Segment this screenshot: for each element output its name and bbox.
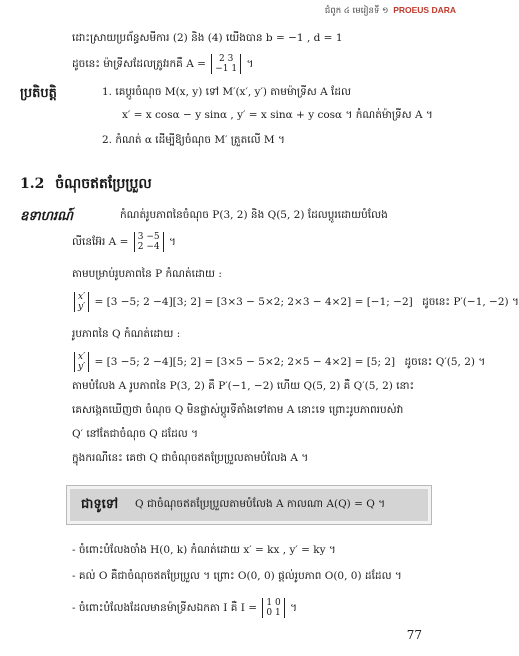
- exercise-formula: x′ = x cosα − y sinα , y′ = x sinα + y cosα ។ កំណត់ម៉ាទ្រីស A ។: [122, 109, 433, 121]
- section-number: 1.2: [20, 176, 45, 192]
- matrix-A: [211, 54, 241, 74]
- bullet-identity-text: - ចំពោះបំលែងដែលមានម៉ាទ្រីសឯកតា I គឺ I =: [72, 602, 258, 614]
- matrix-row: 2 −4: [137, 242, 160, 252]
- p-equation-line: [72, 292, 519, 312]
- matrix-row: −1 1: [215, 64, 238, 74]
- q-equation-line: [72, 352, 485, 372]
- conclusion-line-3: Q′ នៅតែជាចំណុច Q ដដែល ។: [72, 428, 199, 440]
- conclusion-line-2: គេសង្កេតឃើញថា ចំណុច Q មិនផ្លាស់ប្តូរទីតាំងទៅតាម A នោះទេ ព្រោះរូបភាពរបស់វា: [72, 404, 404, 416]
- bullet-item: - គល់ O គឺជាចំណុចឥតប្រែប្រួល ។ ព្រោះ O(0, 0) ផ្តល់រូបភាព O(0, 0) ដដែល ។: [72, 570, 402, 582]
- matrix-result-line: ដូចនេះ ម៉ាទ្រីសដែលត្រូវរកគឺ A = 2 3 −1 1 ។: [72, 54, 254, 74]
- conclusion-line-4: ក្នុងករណីនេះ គេថា Q ជាចំណុចឥតប្រែប្រួលតាមបំលែង A ។: [72, 452, 309, 464]
- matrix-row: 0 1: [266, 608, 281, 618]
- bullet-item: - ចំពោះបំលែងចាំង H(0, k) កំណត់ដោយ x′ = kx , y′ = ky ។: [72, 544, 336, 556]
- exercise-item-1: 1. គេប្តូរចំណុច M(x, y) ទៅ M′(x′, y′) តាមម៉ាទ្រីស A ដែល: [102, 86, 351, 98]
- q-equation: = [3 −5; 2 −4][5; 2] = [3×5 − 5×2; 2×5 − 4×2] = [5; 2]: [94, 356, 396, 368]
- bullet-item-identity: - ចំពោះបំលែងដែលមានម៉ាទ្រីសឯកតា I គឺ I = 1 0 0 1 ។: [72, 598, 297, 618]
- p-heading: តាមបម្រាប់រូបភាពនៃ P កំណត់ដោយ :: [72, 268, 222, 280]
- example-intro-text: លីនេអ៊ែរ A =: [72, 236, 129, 248]
- matrix-A-example: [134, 232, 164, 252]
- conclusion-line-1: តាមបំលែង A រូបភាពនៃ P(3, 2) គឺ P′(−1, −2) ហើយ Q(5, 2) គឺ Q′(5, 2) នោះ: [72, 380, 415, 392]
- example-intro-2: លីនេអ៊ែរ A = 3 −5 2 −4 ។: [72, 232, 176, 252]
- p-result: ដូចនេះ P′(−1, −2) ។: [422, 296, 519, 308]
- chapter-label: ជំពូក ៤ មេរៀនទី ១: [324, 6, 389, 16]
- page-header: [325, 5, 456, 18]
- section-heading: [20, 174, 152, 195]
- solution-line: ដោះស្រាយប្រព័ន្ធសមីការ (2) និង (4) យើងបាន b = −1 , d = 1: [72, 32, 343, 44]
- example-intro: កំណត់រូបភាពនៃចំណុច P(3, 2) និង Q(5, 2) ដែលប្តូរដោយបំលែង: [120, 209, 388, 221]
- q-heading: រូបភាពនៃ Q កំណត់ដោយ :: [72, 328, 181, 340]
- vector-xy: x′ y′: [74, 292, 89, 312]
- definition-text: Q ជាចំណុចឥតប្រែប្រួលតាមបំលែង A កាលណា A(Q) = Q ។: [135, 498, 386, 510]
- matrix-result-text: ដូចនេះ ម៉ាទ្រីសដែលត្រូវរកគឺ A =: [72, 58, 206, 70]
- identity-matrix: [262, 598, 284, 618]
- exercise-item-2: 2. កំណត់ α ដើម្បីឱ្យចំណុច M′ ត្រួតលើ M ។: [102, 134, 285, 146]
- page-number: 77: [406, 628, 422, 642]
- matrix-row: 2 3: [219, 54, 234, 64]
- q-result: ដូចនេះ Q′(5, 2) ។: [404, 356, 486, 368]
- exercise-label: ប្រតិបត្តិ: [20, 86, 57, 101]
- definition-box: [66, 485, 432, 525]
- example-label: ឧទាហរណ៍: [20, 209, 74, 224]
- p-equation: = [3 −5; 2 −4][3; 2] = [3×3 − 5×2; 2×3 − 4×2] = [−1; −2]: [94, 296, 413, 308]
- matrix-row: 1 0: [266, 598, 281, 608]
- section-title: ចំណុចឥតប្រែប្រួល: [55, 176, 152, 192]
- definition-label: ជាទូទៅ: [81, 497, 119, 512]
- matrix-row: 3 −5: [137, 232, 160, 242]
- watermark: PROEUS DARA: [393, 5, 456, 15]
- vector-xy: x′ y′: [74, 352, 89, 372]
